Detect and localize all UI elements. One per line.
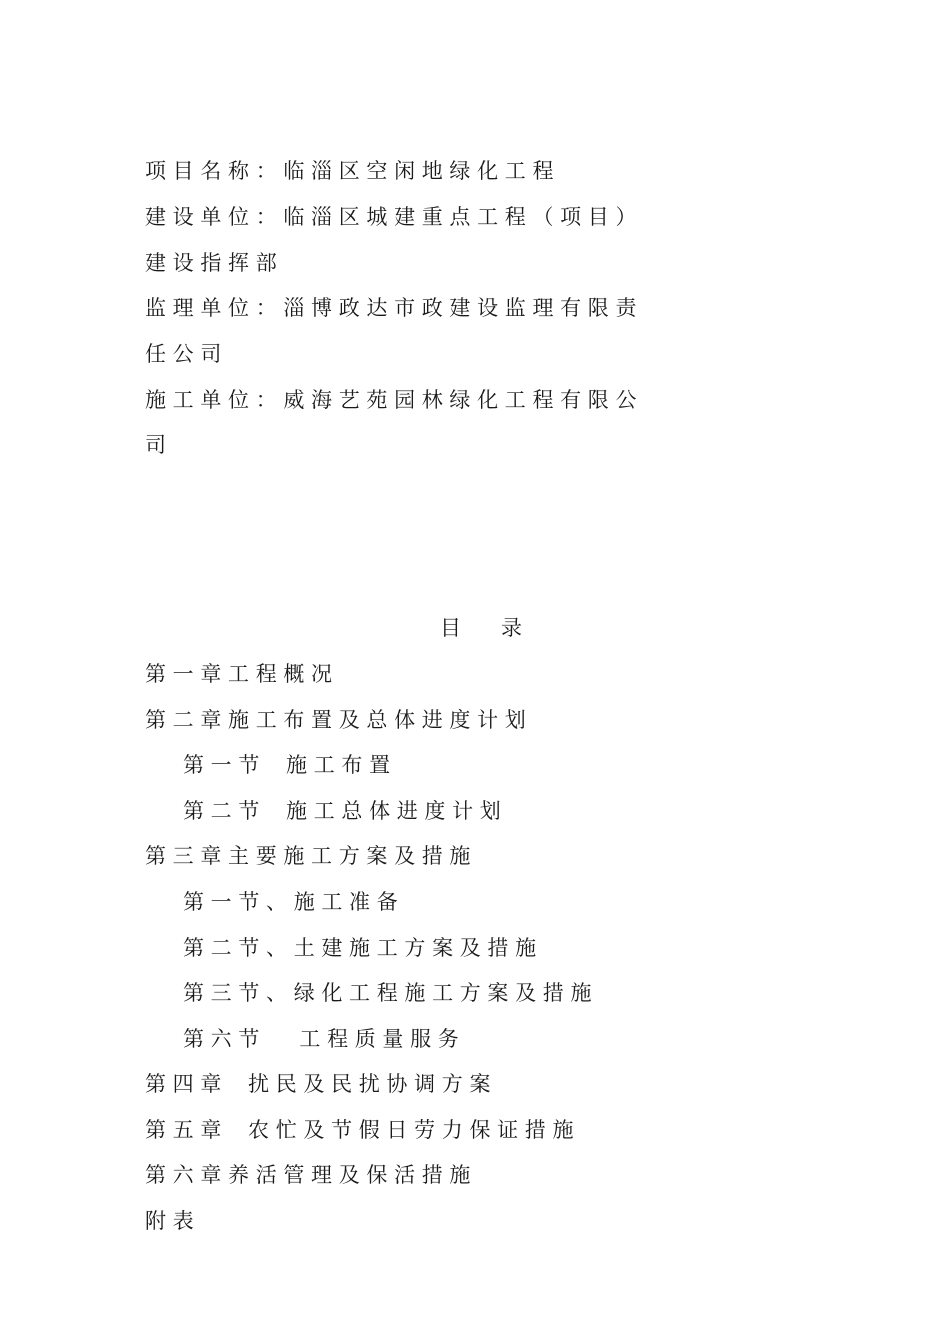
toc-ch3-section-6: 第 六 节 工 程 质 量 服 务 — [183, 1027, 459, 1051]
toc-chapter-3: 第 三 章 主 要 施 工 方 案 及 措 施 — [145, 844, 471, 868]
builder-line-2: 建 设 指 挥 部 — [145, 251, 277, 275]
toc-chapter-6: 第 六 章 养 活 管 理 及 保 活 措 施 — [145, 1163, 471, 1187]
toc-title: 目 录 — [440, 616, 523, 640]
contractor-line-1: 施 工 单 位 ： 威 海 艺 苑 园 林 绿 化 工 程 有 限 公 — [145, 388, 637, 412]
toc-ch2-section-2: 第 二 节 施 工 总 体 进 度 计 划 — [183, 799, 501, 823]
toc-ch3-section-3: 第 三 节 、 绿 化 工 程 施 工 方 案 及 措 施 — [183, 981, 592, 1005]
toc-chapter-2: 第 二 章 施 工 布 置 及 总 体 进 度 计 划 — [145, 708, 526, 732]
builder-line-1: 建 设 单 位 ： 临 淄 区 城 建 重 点 工 程 （ 项 目 ） — [145, 205, 637, 229]
toc-ch2-section-1: 第 一 节 施 工 布 置 — [183, 753, 391, 777]
contractor-line-2: 司 — [145, 433, 166, 457]
toc-chapter-1: 第 一 章 工 程 概 况 — [145, 662, 333, 686]
project-name-line: 项 目 名 称 ： 临 淄 区 空 闲 地 绿 化 工 程 — [145, 159, 554, 183]
toc-appendix: 附 表 — [145, 1209, 194, 1233]
toc-chapter-5: 第 五 章 农 忙 及 节 假 日 劳 力 保 证 措 施 — [145, 1118, 574, 1142]
supervisor-line-2: 任 公 司 — [145, 342, 222, 366]
toc-chapter-4: 第 四 章 扰 民 及 民 扰 协 调 方 案 — [145, 1072, 491, 1096]
toc-ch3-section-2: 第 二 节 、 土 建 施 工 方 案 及 措 施 — [183, 936, 537, 960]
supervisor-line-1: 监 理 单 位 ： 淄 博 政 达 市 政 建 设 监 理 有 限 责 — [145, 296, 637, 320]
toc-ch3-section-1: 第 一 节 、 施 工 准 备 — [183, 890, 398, 914]
